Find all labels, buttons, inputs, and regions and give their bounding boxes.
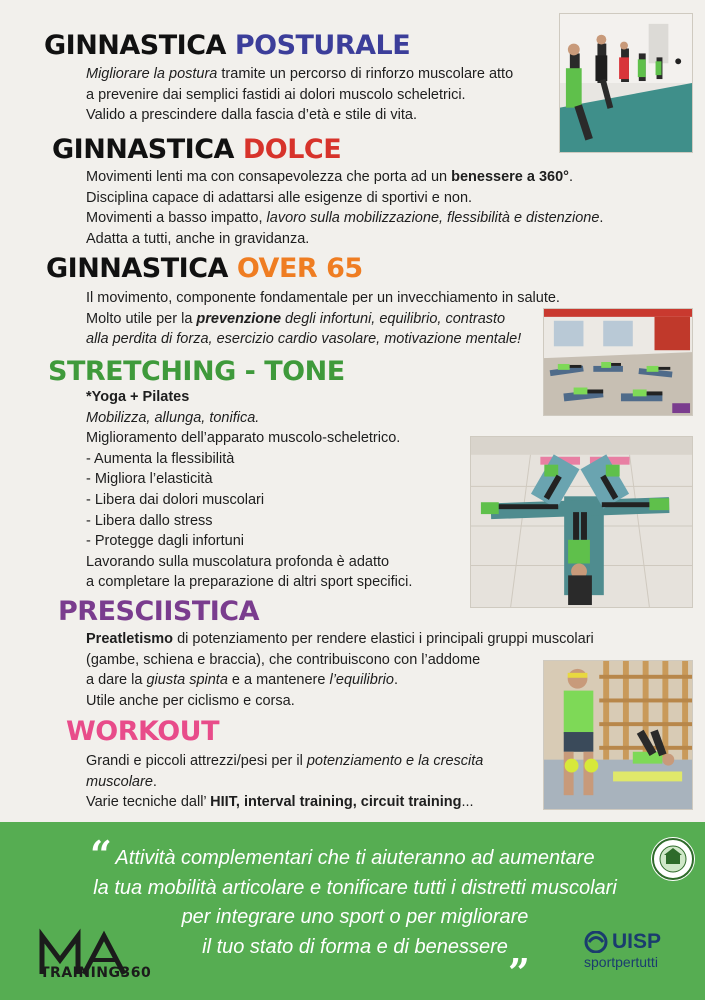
text-line: Adatta a tutti, anche in gravidanza. [86,230,310,247]
text-italic: muscolare [86,773,153,790]
text-line: Utile anche per ciclismo e corsa. [86,692,295,709]
text-italic: potenziamento e la crescita [306,753,484,769]
heading-ginnastica-over-65 [46,253,363,285]
text-italic: degli infortuni, equilibrio, contrasto [281,310,506,327]
text-line: Disciplina capace di adattarsi alle esigenze di sportivi e non. [86,189,473,206]
text: Movimenti lenti ma con consapevolezza che porta ad un [86,169,452,185]
heading-presciistica: PRESCIISTICA [58,596,259,627]
footer-quote-line: Attività complementari che ti aiuteranno ad aumentare [115,847,595,869]
bullet-item: - Libera dallo stress [86,512,213,529]
text: e a mantenere [227,672,330,689]
association-seal-logo [650,836,696,882]
close-quote-mark: ” [508,950,530,995]
bullet-item: - Aumenta la flessibilità [86,450,235,467]
text: . [599,210,604,227]
workout-text [86,751,483,813]
text-bold: Preatletismo [86,631,174,647]
over65-text [86,288,560,350]
text-bold-italic: prevenzione [196,310,282,327]
text-line: *Yoga + Pilates [86,389,190,405]
text-line: a completare la preparazione di altri sport specifici. [86,574,413,591]
uisp-logo-top [584,930,661,954]
heading-stretching-tone: STRETCHING - TONE [48,356,345,387]
uisp-tagline: sportpertutti [584,954,658,970]
text: Varie tecniche dall’ [86,794,211,811]
text-italic: l’equilibrio [329,672,394,689]
footer-quote-line: il tuo stato di forma e di benessere [202,935,508,958]
heading-word-dolce: DOLCE [242,134,342,165]
text-bold: HIIT, interval training, circuit training [210,794,462,811]
heading-word-ginnastica: GINNASTICA [46,253,228,284]
heading-ginnastica-dolce [52,134,341,166]
heading-word-over-65: OVER 65 [236,253,363,284]
text-line: Miglioramento dell’apparato muscolo-scheletrico. [86,430,401,447]
text: Molto utile per la [86,310,197,327]
text: . [152,773,157,790]
text-italic: giusta spinta [146,672,228,689]
heading-word-ginnastica: GINNASTICA [52,134,234,165]
footer-quote-line: per integrare uno sport o per migliorare [181,906,529,928]
text: . [568,169,574,185]
stretching-text [86,387,412,593]
text: Movimenti a basso impatto, [86,210,267,227]
uisp-swirl-icon [584,931,608,953]
footer-quote-line: la tua mobilità articolare e tonificare tutti i distretti muscolari [93,876,617,899]
footer-quote [60,844,650,962]
bullet-item: - Protegge dagli infortuni [86,533,244,550]
bullet-item: - Libera dai dolori muscolari [86,491,265,508]
photo-posturale [559,13,693,153]
text-italic: lavoro sulla mobilizzazione, flessibilità e distenzione [266,210,600,227]
presciistica-text [86,629,594,711]
photo-workout [543,660,693,810]
photo-stretching-group [470,436,693,608]
text-italic: Migliorare la postura [86,66,218,82]
heading-word-posturale: POSTURALE [234,30,411,61]
ma-training-logo-text: TRAINING360 [40,965,152,981]
text-line: Mobilizza, allunga, tonifica. [86,409,260,426]
heading-ginnastica-posturale [44,30,410,62]
text: ... [461,794,474,811]
photo-over65-gym [543,308,693,416]
uisp-name: UISP [612,930,662,953]
text-line: alla perdita di forza, esercizio cardio vasolare, motivazione mentale! [86,331,522,348]
text: . [393,672,398,689]
bullet-item: - Migliora l’elasticità [86,471,213,488]
text-line: Lavorando sulla muscolatura profonda è adatto [86,553,390,570]
text-line: Valido a prescindere dalla fascia d’età e stile di vita. [86,107,418,124]
open-quote-mark: “ [90,832,112,877]
text-line: (gambe, schiena e braccia), che contribuiscono con l’addome [86,651,481,668]
text: Grandi e piccoli attrezzi/pesi per il [86,753,307,769]
posturale-text [86,64,513,126]
text-bold: benessere a 360° [451,169,569,185]
text: a dare la [86,672,147,689]
uisp-logo [584,930,661,970]
heading-workout: WORKOUT [66,716,220,747]
dolce-text [86,167,603,249]
heading-word-ginnastica: GINNASTICA [44,30,226,61]
text-line: a prevenire dai semplici fastidi ai dolori muscolo scheletrici. [86,86,466,103]
text-line: Il movimento, componente fondamentale per un invecchiamento in salute. [86,290,560,306]
text: tramite un percorso di rinforzo muscolare atto [217,66,514,82]
text: di potenziamento per rendere elastici i principali gruppi muscolari [173,631,594,647]
